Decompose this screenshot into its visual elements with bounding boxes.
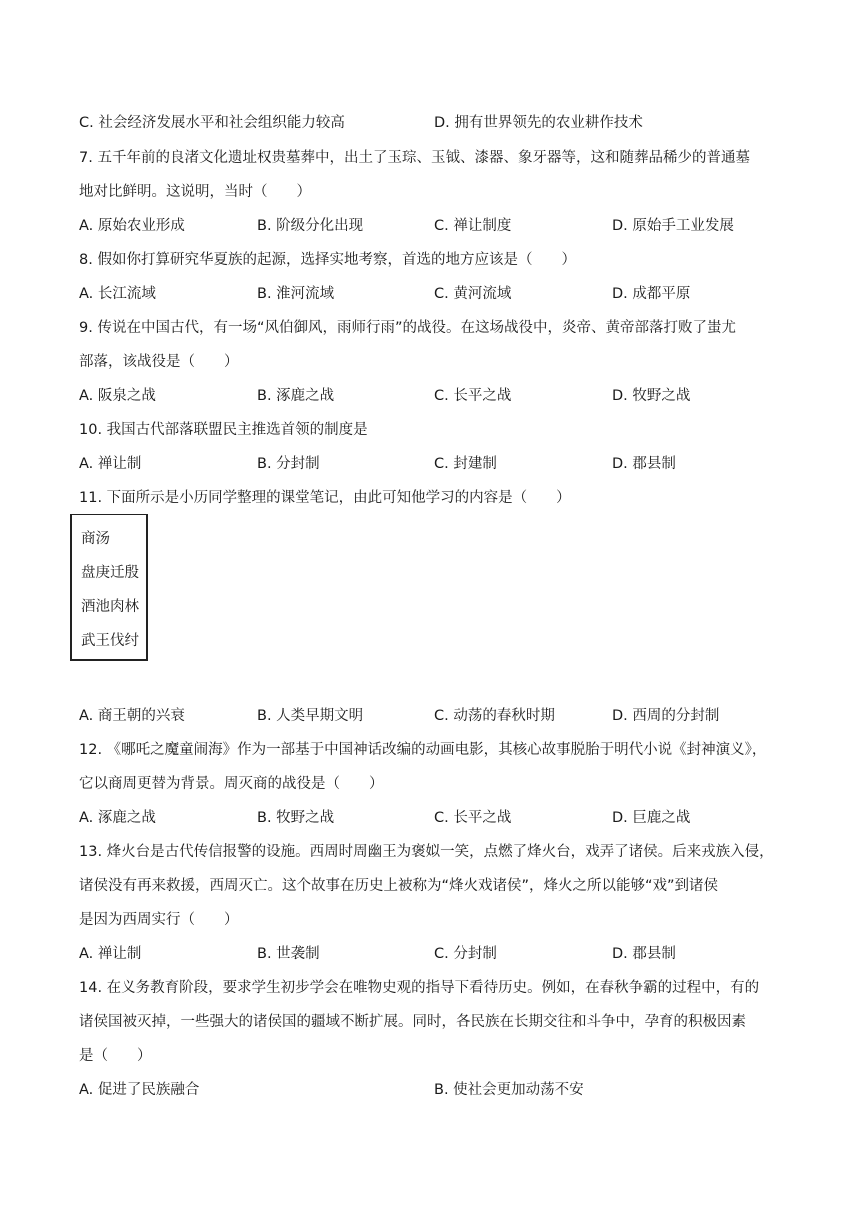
q13-option-b: B. 世袭制	[257, 946, 320, 962]
q12-option-a: A. 涿鹿之战	[79, 810, 156, 826]
note-item: 商汤	[81, 531, 110, 547]
q9-option-b: B. 涿鹿之战	[257, 388, 335, 404]
q14-stem-line2: 诸侯国被灭掉，一些强大的诸侯国的疆域不断扩展。同时，各民族在长期交往和斗争中，孕育的积极因素	[79, 1014, 746, 1030]
q12-option-b: B. 牧野之战	[257, 810, 335, 826]
q13-stem-line1: 13. 烽火台是古代传信报警的设施。西周时周幽王为褒姒一笑，点燃了烽火台，戏弄了诸侯。后来戎族入侵，	[79, 844, 774, 860]
q13-option-a: A. 禅让制	[79, 946, 142, 962]
q7-option-d: D. 原始手工业发展	[612, 218, 734, 234]
q14-option-b: B. 使社会更加动荡不安	[434, 1082, 584, 1098]
q11-option-d: D. 西周的分封制	[612, 708, 720, 724]
q10-option-c: C. 封建制	[434, 456, 497, 472]
q7-option-c: C. 禅让制度	[434, 218, 512, 234]
q10-option-d: D. 郡县制	[612, 456, 676, 472]
q7-stem-line2: 地对比鲜明。这说明，当时（ ）	[79, 184, 311, 200]
note-item: 武王伐纣	[81, 633, 139, 649]
q12-option-c: C. 长平之战	[434, 810, 512, 826]
q11-option-a: A. 商王朝的兴衰	[79, 708, 185, 724]
q6-option-d: D. 拥有世界领先的农业耕作技术	[434, 115, 643, 131]
q13-option-c: C. 分封制	[434, 946, 497, 962]
q8-option-d: D. 成都平原	[612, 286, 691, 302]
q9-stem-line2: 部落，该战役是（ ）	[79, 354, 239, 370]
q14-stem-line3: 是（ ）	[79, 1048, 152, 1064]
q10-stem-line1: 10. 我国古代部落联盟民主推选首领的制度是	[79, 422, 368, 438]
q13-stem-line2: 诸侯没有再来救援，西周灭亡。这个故事在历史上被称为“烽火戏诸侯”，烽火之所以能够“戏”到诸侯	[79, 878, 719, 894]
q10-option-b: B. 分封制	[257, 456, 320, 472]
q11-stem-line1: 11. 下面所示是小历同学整理的课堂笔记，由此可知他学习的内容是（ ）	[79, 490, 571, 506]
q7-option-a: A. 原始农业形成	[79, 218, 185, 234]
q6-option-c: C. 社会经济发展水平和社会组织能力较高	[79, 115, 345, 131]
note-item: 盘庚迁殷	[81, 565, 139, 581]
q8-stem-line1: 8. 假如你打算研究华夏族的起源，选择实地考察，首选的地方应该是（ ）	[79, 252, 576, 268]
q9-option-d: D. 牧野之战	[612, 388, 691, 404]
q8-option-a: A. 长江流域	[79, 286, 156, 302]
class-notes-box	[70, 514, 148, 661]
q9-stem-line1: 9. 传说在中国古代，有一场“风伯御风，雨师行雨”的战役。在这场战役中，炎帝、黄帝部落打败了蚩尤	[79, 320, 736, 336]
q13-option-d: D. 郡县制	[612, 946, 676, 962]
q14-option-a: A. 促进了民族融合	[79, 1082, 200, 1098]
q12-stem-line2: 它以商周更替为背景。周灭商的战役是（ ）	[79, 776, 384, 792]
q13-stem-line3: 是因为西周实行（ ）	[79, 912, 239, 928]
q9-option-c: C. 长平之战	[434, 388, 512, 404]
note-item: 酒池肉林	[81, 599, 139, 615]
q7-stem-line1: 7. 五千年前的良渚文化遗址权贵墓葬中，出土了玉琮、玉钺、漆器、象牙器等，这和随葬品稀少的普通墓	[79, 150, 750, 166]
q12-option-d: D. 巨鹿之战	[612, 810, 691, 826]
q11-option-b: B. 人类早期文明	[257, 708, 364, 724]
q8-option-b: B. 淮河流域	[257, 286, 335, 302]
q12-stem-line1: 12. 《哪吒之魔童闹海》作为一部基于中国神话改编的动画电影，其核心故事脱胎于明代小说《封神演义》，	[79, 742, 767, 758]
q11-option-c: C. 动荡的春秋时期	[434, 708, 555, 724]
q14-stem-line1: 14. 在义务教育阶段，要求学生初步学会在唯物史观的指导下看待历史。例如，在春秋争霸的过程中，有的	[79, 980, 760, 996]
q7-option-b: B. 阶级分化出现	[257, 218, 364, 234]
q8-option-c: C. 黄河流域	[434, 286, 512, 302]
q9-option-a: A. 阪泉之战	[79, 388, 156, 404]
q10-option-a: A. 禅让制	[79, 456, 142, 472]
